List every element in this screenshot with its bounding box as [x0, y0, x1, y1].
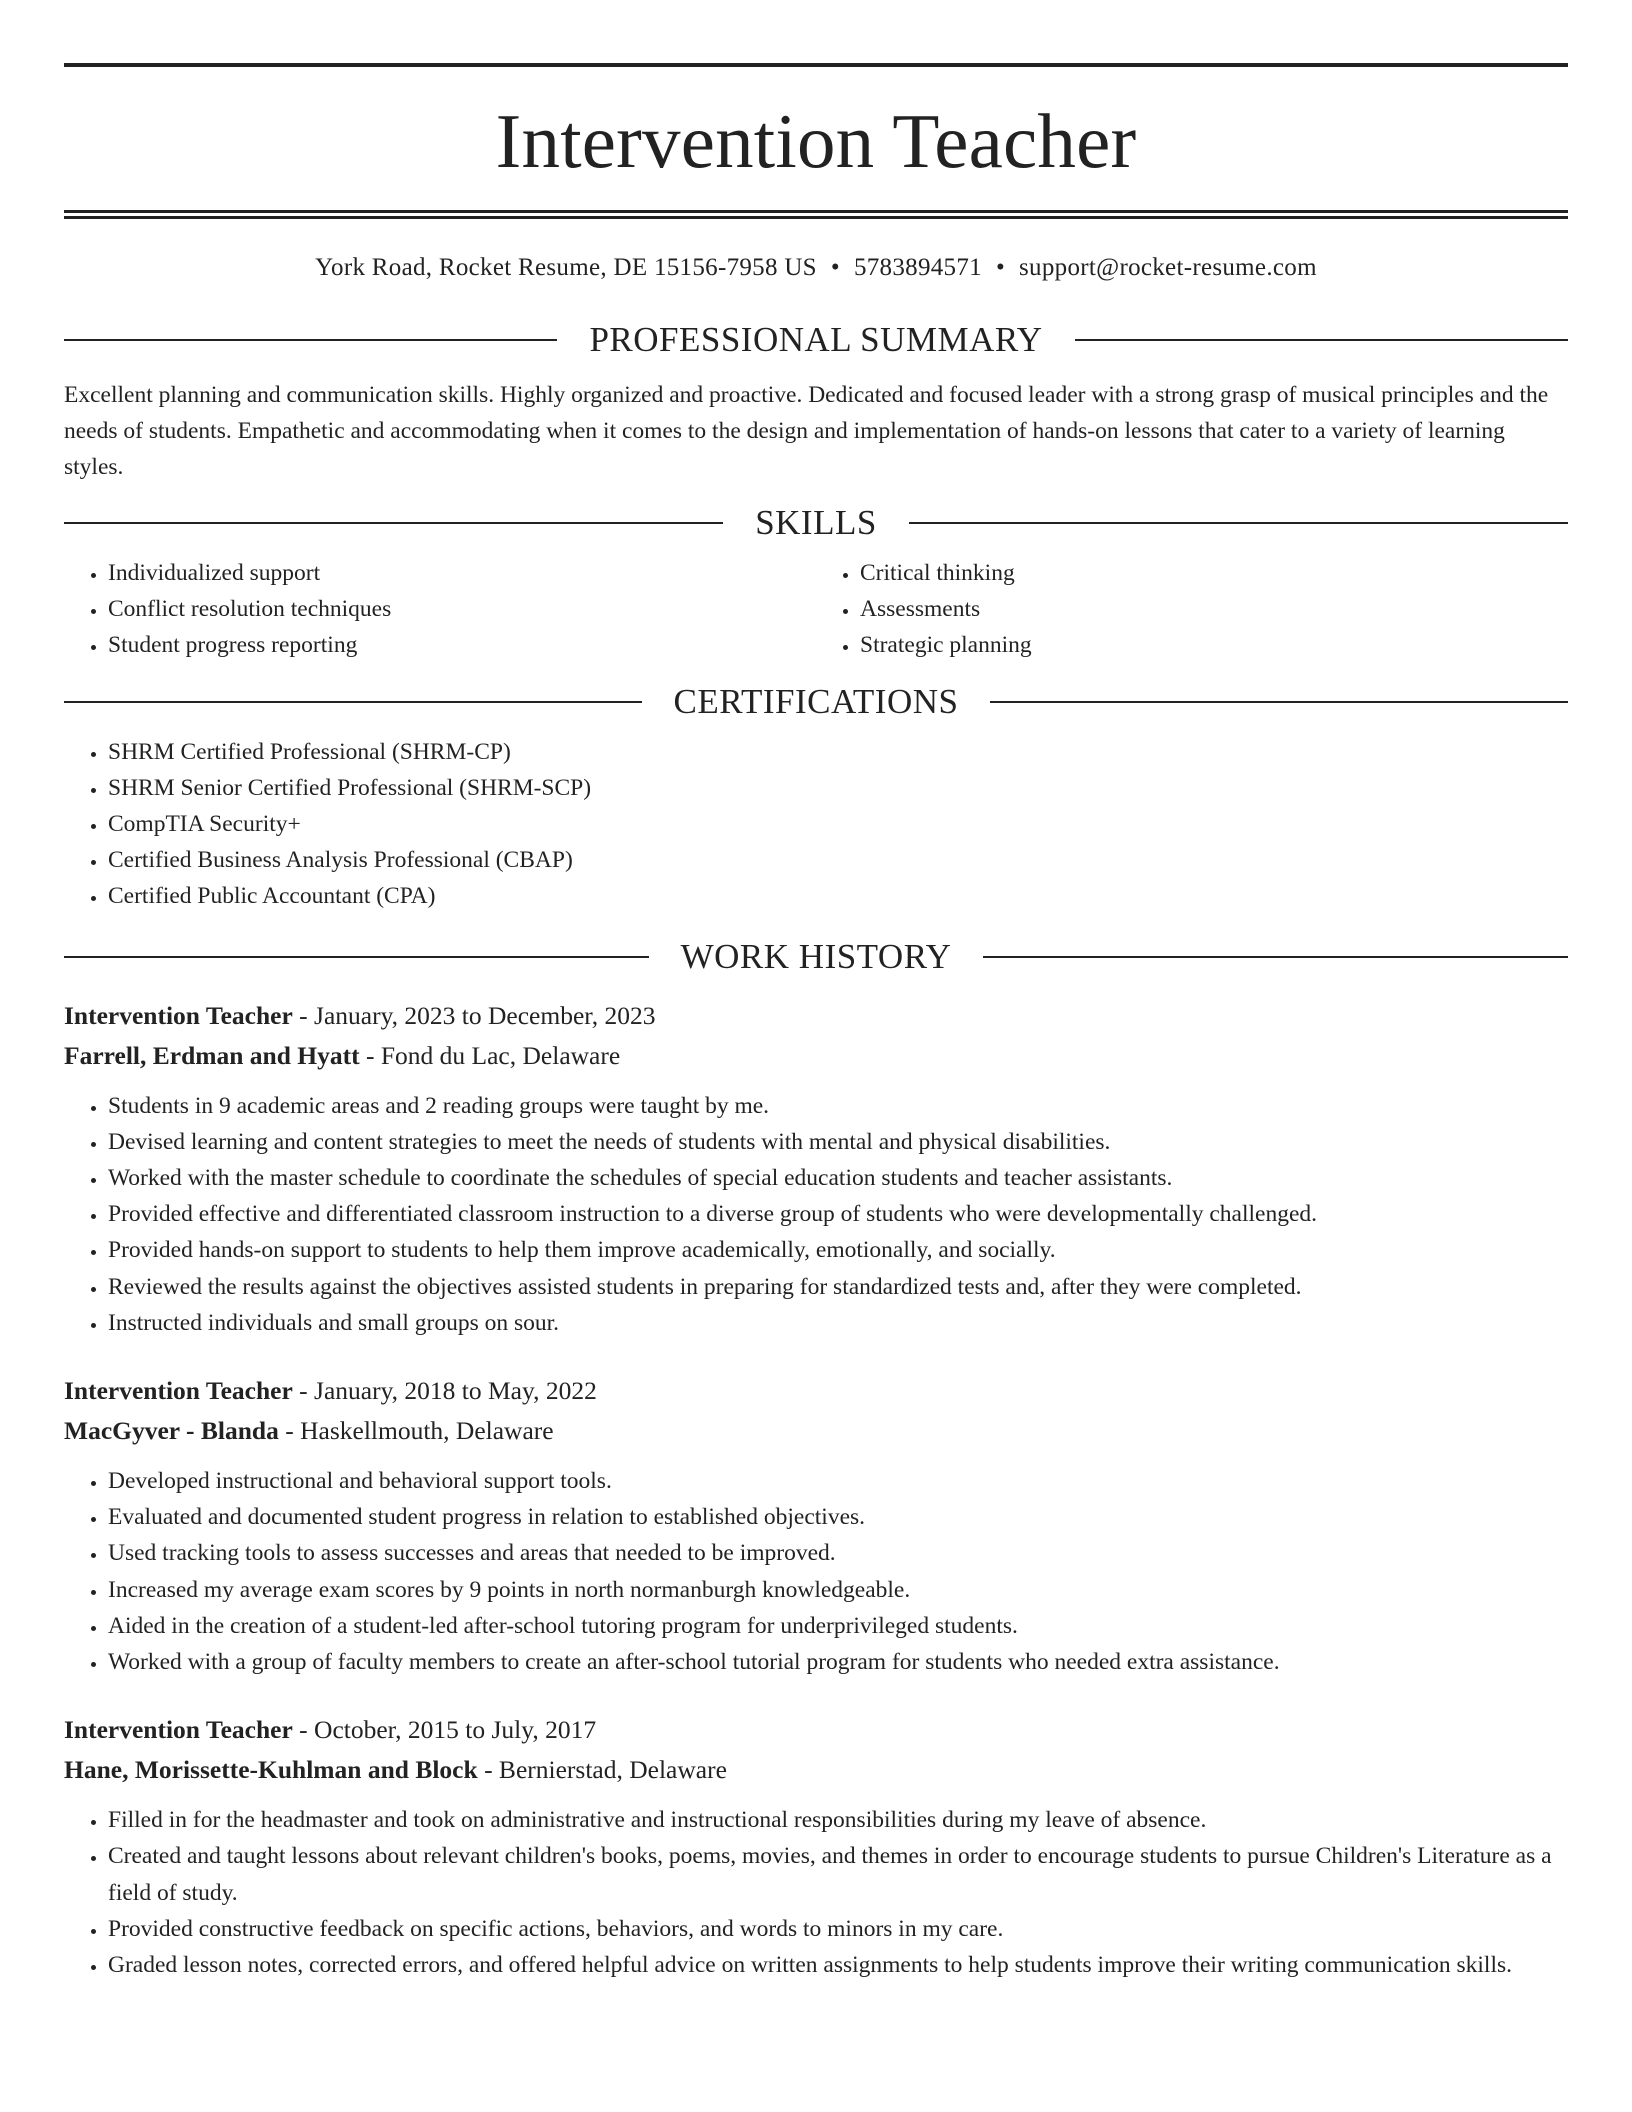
certification-item: • CompTIA Security+: [108, 806, 1568, 842]
job-bullet: • Devised learning and content strategies to meet the needs of students with mental and physical disabilities.: [108, 1124, 1568, 1160]
job-bullet: • Students in 9 academic areas and 2 reading groups were taught by me.: [108, 1088, 1568, 1124]
job-bullet: • Created and taught lessons about relevant children's books, poems, movies, and themes in order to encourage students to pursue Children's Literature as a field of study.: [108, 1838, 1568, 1910]
skill-item: • Assessments: [860, 591, 1568, 627]
contact-line: [64, 253, 1568, 283]
job-bullet: • Graded lesson notes, corrected errors, and offered helpful advice on written assignments to help students improve their writing communication skills.: [108, 1947, 1568, 1983]
resume-page: [64, 0, 1568, 1983]
certifications-section-title: CERTIFICATIONS: [673, 681, 959, 721]
heading-rule: [983, 956, 1568, 958]
job-bullets: [64, 1802, 1568, 1983]
heading-rule: [909, 522, 1568, 524]
work-section-heading: [64, 937, 1568, 977]
skills-section-title: SKILLS: [755, 503, 877, 542]
skill-item: • Individualized support: [108, 555, 816, 591]
contact-email[interactable]: support@rocket-resume.com: [1019, 254, 1317, 281]
heading-rule: [64, 339, 557, 341]
job-title: Intervention Teacher: [64, 1715, 293, 1745]
job-bullet: • Reviewed the results against the objectives assisted students in preparing for standardized tests and, after they were completed.: [108, 1269, 1568, 1305]
skills-list: [64, 555, 1568, 664]
job-company: Farrell, Erdman and Hyatt: [64, 1040, 360, 1070]
job-location: - Haskellmouth, Delaware: [278, 1416, 554, 1446]
job-bullet: • Increased my average exam scores by 9 points in north normanburgh knowledgeable.: [108, 1572, 1568, 1608]
job-bullet: • Provided effective and differentiated classroom instruction to a diverse group of students who were developmentally challenged.: [108, 1196, 1568, 1232]
candidate-name: Intervention Teacher: [495, 98, 1137, 184]
certifications-section-heading: [64, 682, 1568, 722]
skills-column-left: [64, 555, 816, 664]
job-title-line: [64, 1371, 1568, 1411]
job-bullet: • Developed instructional and behavioral support tools.: [108, 1463, 1568, 1499]
heading-rule: [64, 522, 723, 524]
job-bullet: • Evaluated and documented student progress in relation to established objectives.: [108, 1499, 1568, 1535]
heading-rule: [64, 956, 649, 958]
summary-text: Excellent planning and communication skills. Highly organized and proactive. Dedicated and focused leader with a strong grasp of musical principles and the needs of students. Empathetic and accommodating when it comes to the design and implementation of hands-on lessons that cater to a variety of learning styles.: [64, 382, 1549, 480]
job-entry: [64, 1371, 1568, 1680]
job-bullet: • Used tracking tools to assess successes and areas that needed to be improved.: [108, 1535, 1568, 1571]
header-double-rule: [64, 210, 1568, 219]
job-bullet: • Worked with a group of faculty members to create an after-school tutorial program for students who needed extra assistance.: [108, 1644, 1568, 1680]
contact-address: York Road, Rocket Resume, DE 15156-7958 US: [315, 254, 817, 281]
job-entry: [64, 1710, 1568, 1983]
job-dates: - October, 2015 to July, 2017: [292, 1715, 597, 1745]
contact-separator: •: [995, 254, 1006, 281]
skill-item: • Critical thinking: [860, 555, 1568, 591]
job-title-line: [64, 996, 1568, 1036]
job-bullets: [64, 1463, 1568, 1680]
job-bullet: • Instructed individuals and small groups on sour.: [108, 1305, 1568, 1341]
job-bullet: • Worked with the master schedule to coordinate the schedules of special education students and teacher assistants.: [108, 1160, 1568, 1196]
summary-section-title: PROFESSIONAL SUMMARY: [589, 320, 1043, 359]
top-rule: [64, 63, 1568, 67]
certification-item: • Certified Business Analysis Professional (CBAP): [108, 842, 1568, 878]
skill-item: • Strategic planning: [860, 627, 1568, 663]
job-company: Hane, Morissette-Kuhlman and Block: [64, 1755, 478, 1785]
skill-item: • Student progress reporting: [108, 627, 816, 663]
contact-separator: •: [830, 254, 840, 281]
job-dates: - January, 2018 to May, 2022: [292, 1376, 597, 1406]
certifications-list: [64, 734, 1568, 915]
job-location: - Bernierstad, Delaware: [477, 1755, 727, 1785]
job-bullets: [64, 1088, 1568, 1341]
job-bullet: • Aided in the creation of a student-led after-school tutoring program for underprivileged students.: [108, 1608, 1568, 1644]
certification-item: • Certified Public Accountant (CPA): [108, 878, 1568, 914]
work-section-title: WORK HISTORY: [680, 936, 952, 976]
heading-rule: [64, 701, 642, 703]
job-company: MacGyver - Blanda: [64, 1416, 279, 1446]
job-title: Intervention Teacher: [64, 1000, 293, 1030]
job-bullet: • Provided constructive feedback on specific actions, behaviors, and words to minors in my care.: [108, 1911, 1568, 1947]
job-bullet: • Filled in for the headmaster and took on administrative and instructional responsibilities during my leave of absence.: [108, 1802, 1568, 1838]
heading-rule: [990, 701, 1568, 703]
contact-phone: 5783894571: [853, 254, 982, 281]
job-location: - Fond du Lac, Delaware: [359, 1040, 621, 1070]
skill-item: • Conflict resolution techniques: [108, 591, 816, 627]
certification-item: • SHRM Senior Certified Professional (SHRM-SCP): [108, 770, 1568, 806]
job-title: Intervention Teacher: [64, 1376, 293, 1406]
job-bullet: • Provided hands-on support to students to help them improve academically, emotionally, and socially.: [108, 1232, 1568, 1268]
job-company-line: [64, 1411, 1568, 1451]
skills-section-heading: [64, 503, 1568, 543]
job-company-line: [64, 1750, 1568, 1790]
heading-rule: [1075, 339, 1568, 341]
job-title-line: [64, 1710, 1568, 1750]
certification-item: • SHRM Certified Professional (SHRM-CP): [108, 734, 1568, 770]
job-entry: [64, 996, 1568, 1341]
job-dates: - January, 2023 to December, 2023: [292, 1000, 656, 1030]
skills-column-right: [816, 555, 1568, 664]
job-company-line: [64, 1036, 1568, 1076]
summary-section-heading: [64, 320, 1568, 360]
